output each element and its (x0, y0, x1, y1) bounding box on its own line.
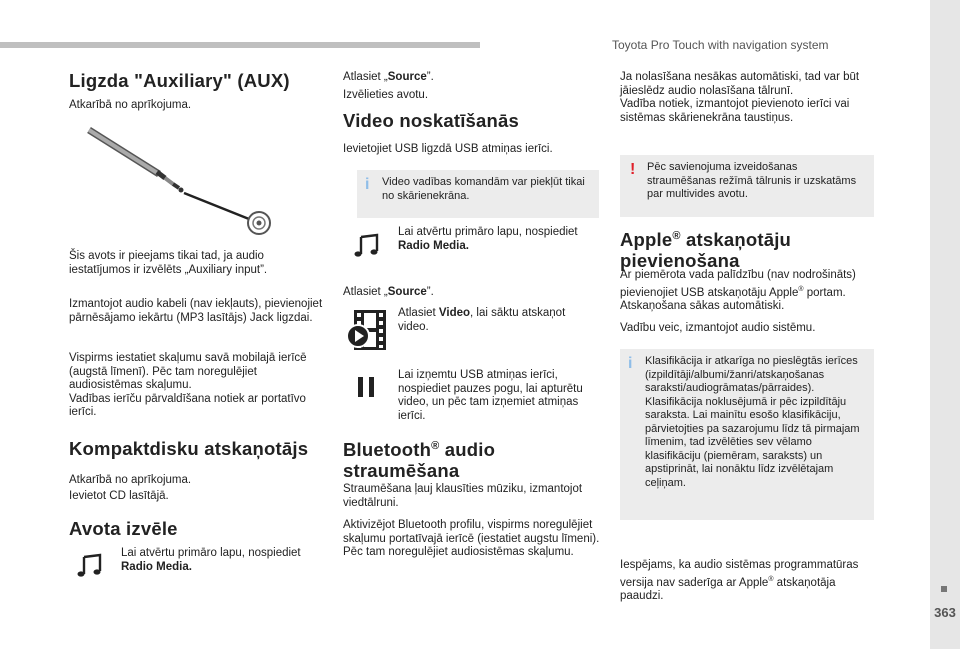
video-radio-media-instruction: Lai atvērtu primāro lapu, nospiediet Radio Media. (398, 226, 578, 252)
music-note-icon (76, 552, 104, 580)
apple-connection-instructions: Ar piemērota vada palīdzību (nav nodrošināts) pievienojiet USB atskaņotāju Apple® portam. Atskaņošana sākas automātiski. (620, 269, 856, 312)
aux-cable-instructions: Izmantojot audio kabeli (nav iekļauts), pievienojiet pārnēsājamo iekārtu (MP3 lasītājs) Jack ligzdai. (69, 298, 323, 324)
warning-icon: ! (630, 161, 636, 178)
cd-availability: Atkarībā no aprīkojuma. (69, 474, 192, 486)
video-info-note: i Video vadības komandām var piekļūt tikai no skārienekrāna. (357, 170, 599, 218)
info-icon: i (628, 355, 633, 372)
source-radio-media-instruction: Lai atvērtu primāro lapu, nospiediet Radio Media. (121, 547, 301, 573)
page-number: 363 (934, 605, 956, 620)
header-title: Toyota Pro Touch with navigation system (612, 38, 829, 52)
aux-source-note: Šis avots ir pieejams tikai tad, ja audio iestatījumos ir izvēlēts „Auxiliary input”. (69, 250, 268, 276)
video-play-instruction: Atlasiet Video, lai sāktu atskaņot video. (398, 307, 566, 333)
cd-title: Kompaktdisku atskaņotājs (69, 438, 309, 459)
source-selection-title: Avota izvēle (69, 518, 178, 539)
classification-info-note: i Klasifikācija ir atkarīga no pieslēgtās ierīces (izpildītāji/albumi/žanri/atskaņošanas saraksti/audiogrāmatas/pārraides). Klasifikācija noklusējumā ir pēc izpildītāju saraksta. Lai mainītu esošo klasifikāciju, pārvietojties pa sazarojumu līdz tā pirmajam līmenim, tad izvēlēties sev vēlamo klasifikāciju (piemēram, saraksts) un apstiprināt, lai nonāktu līdz izvēlētajam ceļiņam. (620, 349, 874, 520)
apple-title: Apple® atskaņotāju pievienošana (620, 229, 792, 272)
music-note-icon (353, 232, 381, 260)
cd-instruction: Ievietot CD lasītājā. (69, 490, 169, 502)
aux-volume-instructions: Vispirms iestatiet skaļumu savā mobilajā ierīcē (augstā līmenī). Pēc tam noregulējiet audiosistēmas skaļumu. Vadības ierīču pārvaldīšana notiek ar portatīvo ierīci. (69, 352, 307, 418)
select-source-text-2: Atlasiet „Source”. (343, 286, 434, 298)
aux-jack-plug-icon (69, 122, 279, 237)
bluetooth-volume-instructions: Aktivizējot Bluetooth profilu, vispirms noregulējiet skaļumu portatīvajā ierīcē (iestatiet augstu līmeni). Pēc tam noregulējiet audiosistēmas skaļumu. (343, 519, 600, 558)
page-sidebar (930, 0, 960, 649)
aux-title: Ligzda "Auxiliary" (AUX) (69, 70, 290, 91)
choose-source-text: Izvēlieties avotu. (343, 89, 429, 101)
bluetooth-description: Straumēšana ļauj klausīties mūziku, izmantojot viedtālruni. (343, 483, 583, 509)
select-source-text: Atlasiet „Source”. (343, 71, 434, 83)
bluetooth-title: Bluetooth® audio straumēšana (343, 439, 496, 482)
video-usb-instruction: Ievietojiet USB ligzdā USB atmiņas ierīci. (343, 143, 553, 155)
video-title: Video noskatīšanās (343, 110, 519, 131)
apple-compatibility-note: Iespējams, ka audio sistēmas programmatūras versija nav saderīga ar Apple® atskaņotāja paaudzi. (620, 559, 859, 602)
apple-control-note: Vadību veic, izmantojot audio sistēmu. (620, 322, 816, 334)
info-icon: i (365, 176, 370, 193)
aux-availability: Atkarībā no aprīkojuma. (69, 99, 192, 111)
continuation-marker (941, 586, 947, 592)
video-pause-instruction: Lai izņemtu USB atmiņas ierīci, nospiediet pauzes pogu, lai apturētu video, un pēc tam izņemiet atmiņas ierīci. (398, 369, 583, 422)
streaming-playback-note: Ja nolasīšana nesākas automātiski, tad var būt jāieslēdz audio nolasīšana tālrunī. Vadība notiek, izmantojot pievienoto ierīci vai sistēmas skārienekrāna taustiņus. (620, 71, 860, 124)
streaming-warning-note: ! Pēc savienojuma izveidošanas straumēšanas režīmā tālrunis ir uzskatāms par multivides avotu. (620, 155, 874, 217)
pause-icon (356, 375, 376, 399)
header-rule (0, 42, 480, 48)
video-play-icon (346, 308, 388, 352)
